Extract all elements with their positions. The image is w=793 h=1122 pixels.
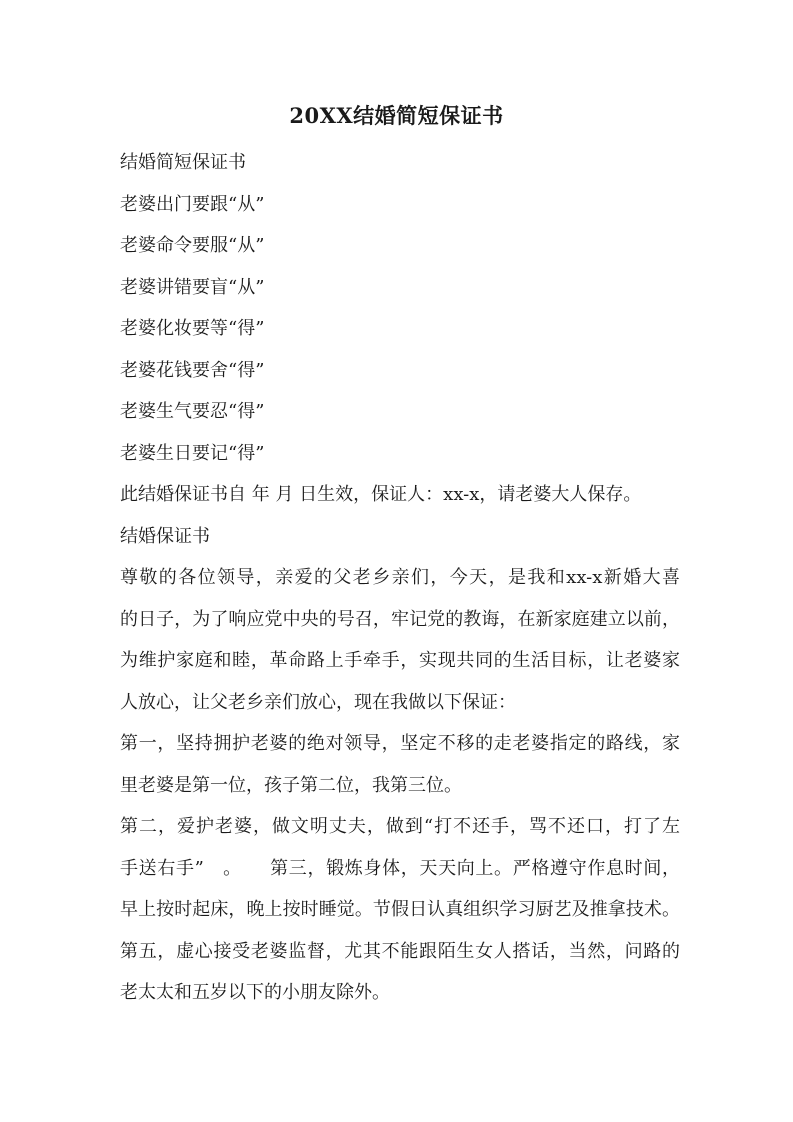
paragraph-line: 第五，虚心接受老婆监督，尤其不能跟陌生女人搭话，当然，问路的 xyxy=(120,940,680,962)
paragraph-line: 手送右手” 。 第三，锻炼身体，天天向上。严格遵守作息时间， xyxy=(120,857,680,879)
vow-line: 老婆生日要记“得” xyxy=(120,442,265,464)
paragraph-line: 人放心，让父老乡亲们放心，现在我做以下保证： xyxy=(120,691,516,713)
subtitle-line: 结婚简短保证书 xyxy=(120,152,246,173)
paragraph-line: 里老婆是第一位，孩子第二位，我第三位。 xyxy=(120,774,462,796)
paragraph-line: 尊敬的各位领导，亲爱的父老乡亲们，今天，是我和xx-x新婚大喜 xyxy=(120,567,680,588)
vow-line: 老婆生气要忍“得” xyxy=(120,401,265,422)
vow-line: 老婆化妆要等“得” xyxy=(120,318,265,339)
vow-line: 老婆讲错要盲“从” xyxy=(120,276,265,298)
paragraph-line: 第二，爱护老婆，做文明丈夫，做到“打不还手，骂不还口，打了左 xyxy=(120,816,680,837)
paragraph-line: 的日子，为了响应党中央的号召，牢记党的教诲，在新家庭建立以前， xyxy=(120,608,680,630)
paragraph-line: 为维护家庭和睦，革命路上手牵手，实现共同的生活目标，让老婆家 xyxy=(120,650,680,671)
paragraph-line: 早上按时起床，晚上按时睡觉。节假日认真组织学习厨艺及推拿技术。 xyxy=(120,899,680,920)
vow-line: 老婆出门要跟“从” xyxy=(120,193,265,215)
section-heading: 结婚保证书 xyxy=(120,525,210,547)
paragraph-line: 老太太和五岁以下的小朋友除外。 xyxy=(120,982,390,1003)
effective-date-line: 此结婚保证书自 年 月 日生效，保证人：xx-x，请老婆大人保存。 xyxy=(120,484,642,505)
document-title: 20XX结婚简短保证书 xyxy=(289,103,504,128)
vow-line: 老婆花钱要舍“得” xyxy=(120,359,265,381)
paragraph-line: 第一，坚持拥护老婆的绝对领导，坚定不移的走老婆指定的路线，家 xyxy=(120,733,680,754)
vow-line: 老婆命令要服“从” xyxy=(120,235,265,256)
document-body xyxy=(120,142,680,1014)
